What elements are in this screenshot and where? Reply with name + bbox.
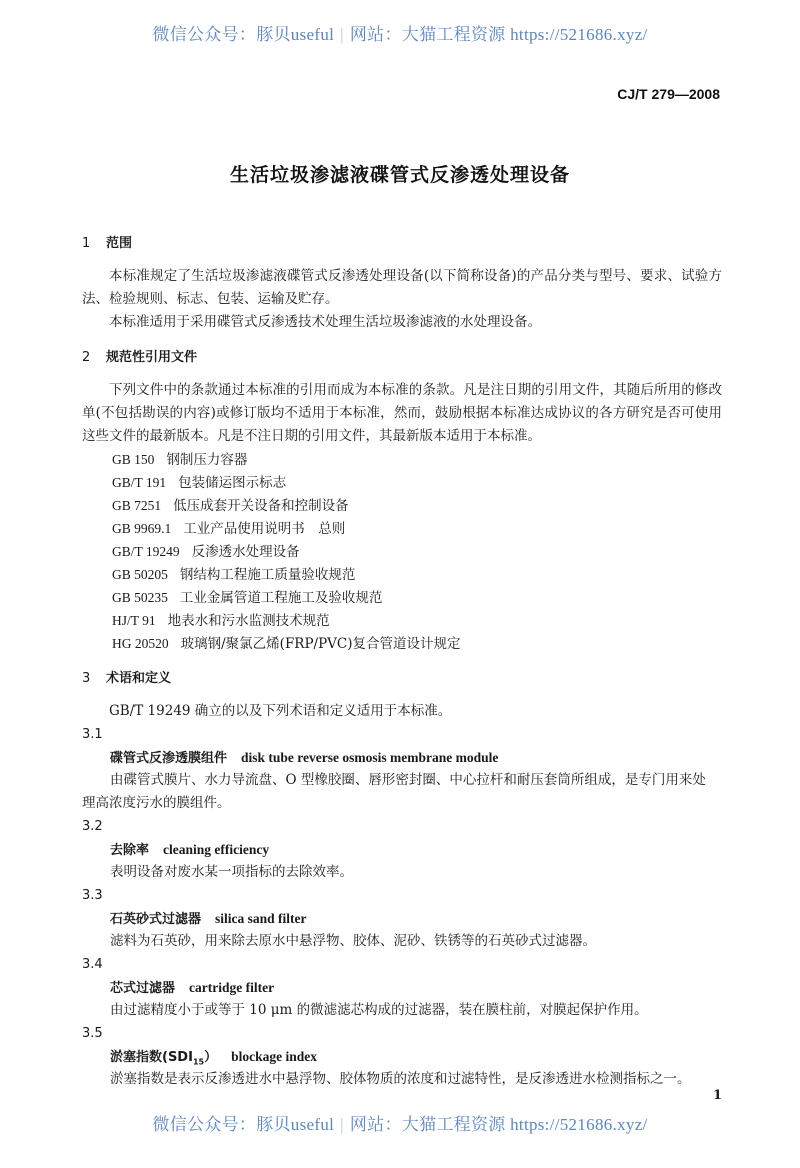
- section-title: 范围: [106, 236, 133, 251]
- section-title: 术语和定义: [106, 671, 172, 686]
- term-definition: 滤料为石英砂，用来除去原水中悬浮物、胶体、泥砂、铁锈等的石英砂式过滤器。: [110, 933, 596, 949]
- reference-title: 钢制压力容器: [166, 452, 248, 468]
- term-heading: [82, 838, 722, 861]
- reference-title: 包装储运图示标志: [178, 475, 287, 491]
- reference-code: GB/T 19249: [112, 544, 180, 559]
- term-heading: [82, 746, 722, 769]
- reference-item: [112, 586, 722, 609]
- section-number: 2: [82, 350, 91, 365]
- reference-title: 工业金属管道工程施工及验收规范: [179, 590, 383, 606]
- watermark-separator: |: [340, 25, 344, 44]
- term-definition-continued: 理高浓度污水的膜组件。: [82, 795, 231, 811]
- reference-list: [82, 448, 722, 655]
- reference-code: GB/T 191: [112, 475, 167, 490]
- reference-item: [112, 517, 722, 540]
- reference-item: [112, 563, 722, 586]
- watermark-website: 网站：大猫工程资源 https://521686.xyz/: [349, 25, 648, 44]
- reference-code: GB 9969.1: [112, 521, 172, 536]
- scope-paragraph-2: 本标准适用于采用碟管式反渗透技术处理生活垃圾渗滤液的水处理设备。: [109, 314, 541, 330]
- reference-code: HG 20520: [112, 636, 169, 651]
- term-chinese: 碟管式反渗透膜组件: [110, 751, 228, 766]
- reference-item: [112, 632, 722, 655]
- term-chinese: 石英砂式过滤器: [110, 912, 202, 927]
- section-1-heading: [82, 232, 722, 255]
- reference-item: [112, 448, 722, 471]
- watermark-wechat: 微信公众号：豚贝useful: [152, 25, 335, 44]
- reference-title: 地表水和污水监测技术规范: [167, 613, 330, 629]
- term-definition: 由过滤精度小于或等于 10 μm 的微滤滤芯构成的过滤器，装在膜柱前，对膜起保护作用。: [110, 1002, 648, 1018]
- term-chinese: 芯式过滤器: [110, 981, 176, 996]
- terms-intro: GB/T 19249 确立的以及下列术语和定义适用于本标准。: [109, 703, 452, 719]
- term-chinese: 淤塞指数(SDI: [110, 1050, 193, 1065]
- scope-paragraph-1: 本标准规定了生活垃圾渗滤液碟管式反渗透处理设备(以下简称设备)的产品分类与型号、要求、试验方法、检验规则、标志、包装、运输及贮存。: [82, 268, 722, 307]
- reference-code: GB 150: [112, 452, 155, 467]
- reference-code: GB 50235: [112, 590, 168, 605]
- reference-title: 玻璃钢/聚氯乙烯(FRP/PVC)复合管道设计规定: [180, 636, 461, 652]
- reference-item: [112, 494, 722, 517]
- clause-number: 3.3: [82, 888, 103, 903]
- watermark-separator: |: [340, 1115, 344, 1134]
- clause-number: 3.2: [82, 819, 103, 834]
- reference-code: GB 7251: [112, 498, 162, 513]
- term-definition: 淤塞指数是表示反渗透进水中悬浮物、胶体物质的浓度和过滤特性，是反渗透进水检测指标之一。: [110, 1071, 691, 1087]
- term-definition: 表明设备对废水某一项指标的去除效率。: [110, 864, 353, 880]
- clause-number: 3.1: [82, 727, 103, 742]
- term-english: disk tube reverse osmosis membrane module: [241, 750, 499, 765]
- term-chinese-end: ）: [204, 1050, 218, 1065]
- watermark-bottom: [0, 1110, 800, 1135]
- term-chinese: 去除率: [110, 843, 150, 858]
- page-number: 1: [712, 1088, 722, 1103]
- reference-title: 钢结构工程施工质量验收规范: [179, 567, 356, 583]
- term-english: blockage index: [231, 1049, 317, 1064]
- section-number: 3: [82, 671, 91, 686]
- reference-item: [112, 471, 722, 494]
- clause-number: 3.4: [82, 957, 103, 972]
- standard-code: CJ/T 279—2008: [617, 86, 720, 102]
- clause-number: 3.5: [82, 1026, 103, 1041]
- term-definition: 由碟管式膜片、水力导流盘、O 型橡胶圈、唇形密封圈、中心拉杆和耐压套筒所组成，是专门用来处: [110, 772, 706, 788]
- term-subscript: 15: [192, 1057, 205, 1067]
- reference-title: 工业产品使用说明书 总则: [183, 521, 346, 537]
- reference-item: [112, 609, 722, 632]
- section-title: 规范性引用文件: [106, 350, 198, 365]
- term-heading: [82, 976, 722, 999]
- watermark-wechat: 微信公众号：豚贝useful: [152, 1115, 335, 1134]
- reference-title: 反渗透水处理设备: [191, 544, 300, 560]
- term-heading: [82, 1045, 722, 1068]
- term-english: cartridge filter: [189, 980, 275, 995]
- watermark-top: [0, 20, 800, 45]
- section-3-heading: [82, 667, 722, 690]
- section-number: 1: [82, 236, 91, 251]
- reference-code: HJ/T 91: [112, 613, 156, 628]
- term-english: cleaning efficiency: [163, 842, 270, 857]
- document-body: [82, 232, 722, 1091]
- reference-title: 低压成套开关设备和控制设备: [173, 498, 349, 514]
- watermark-website: 网站：大猫工程资源 https://521686.xyz/: [349, 1115, 648, 1134]
- document-title: 生活垃圾渗滤液碟管式反渗透处理设备: [229, 164, 570, 186]
- normative-references-intro: 下列文件中的条款通过本标准的引用而成为本标准的条款。凡是注日期的引用文件，其随后所用的修改单(不包括勘误的内容)或修订版均不适用于本标准，然而，鼓励根据本标准达成协议的各方研究是否可使用这些文件的最新版本。凡是不注日期的引用文件，其最新版本适用于本标准。: [82, 382, 722, 444]
- term-english: silica sand filter: [215, 911, 307, 926]
- reference-code: GB 50205: [112, 567, 168, 582]
- term-heading: [82, 907, 722, 930]
- section-2-heading: [82, 346, 722, 369]
- reference-item: [112, 540, 722, 563]
